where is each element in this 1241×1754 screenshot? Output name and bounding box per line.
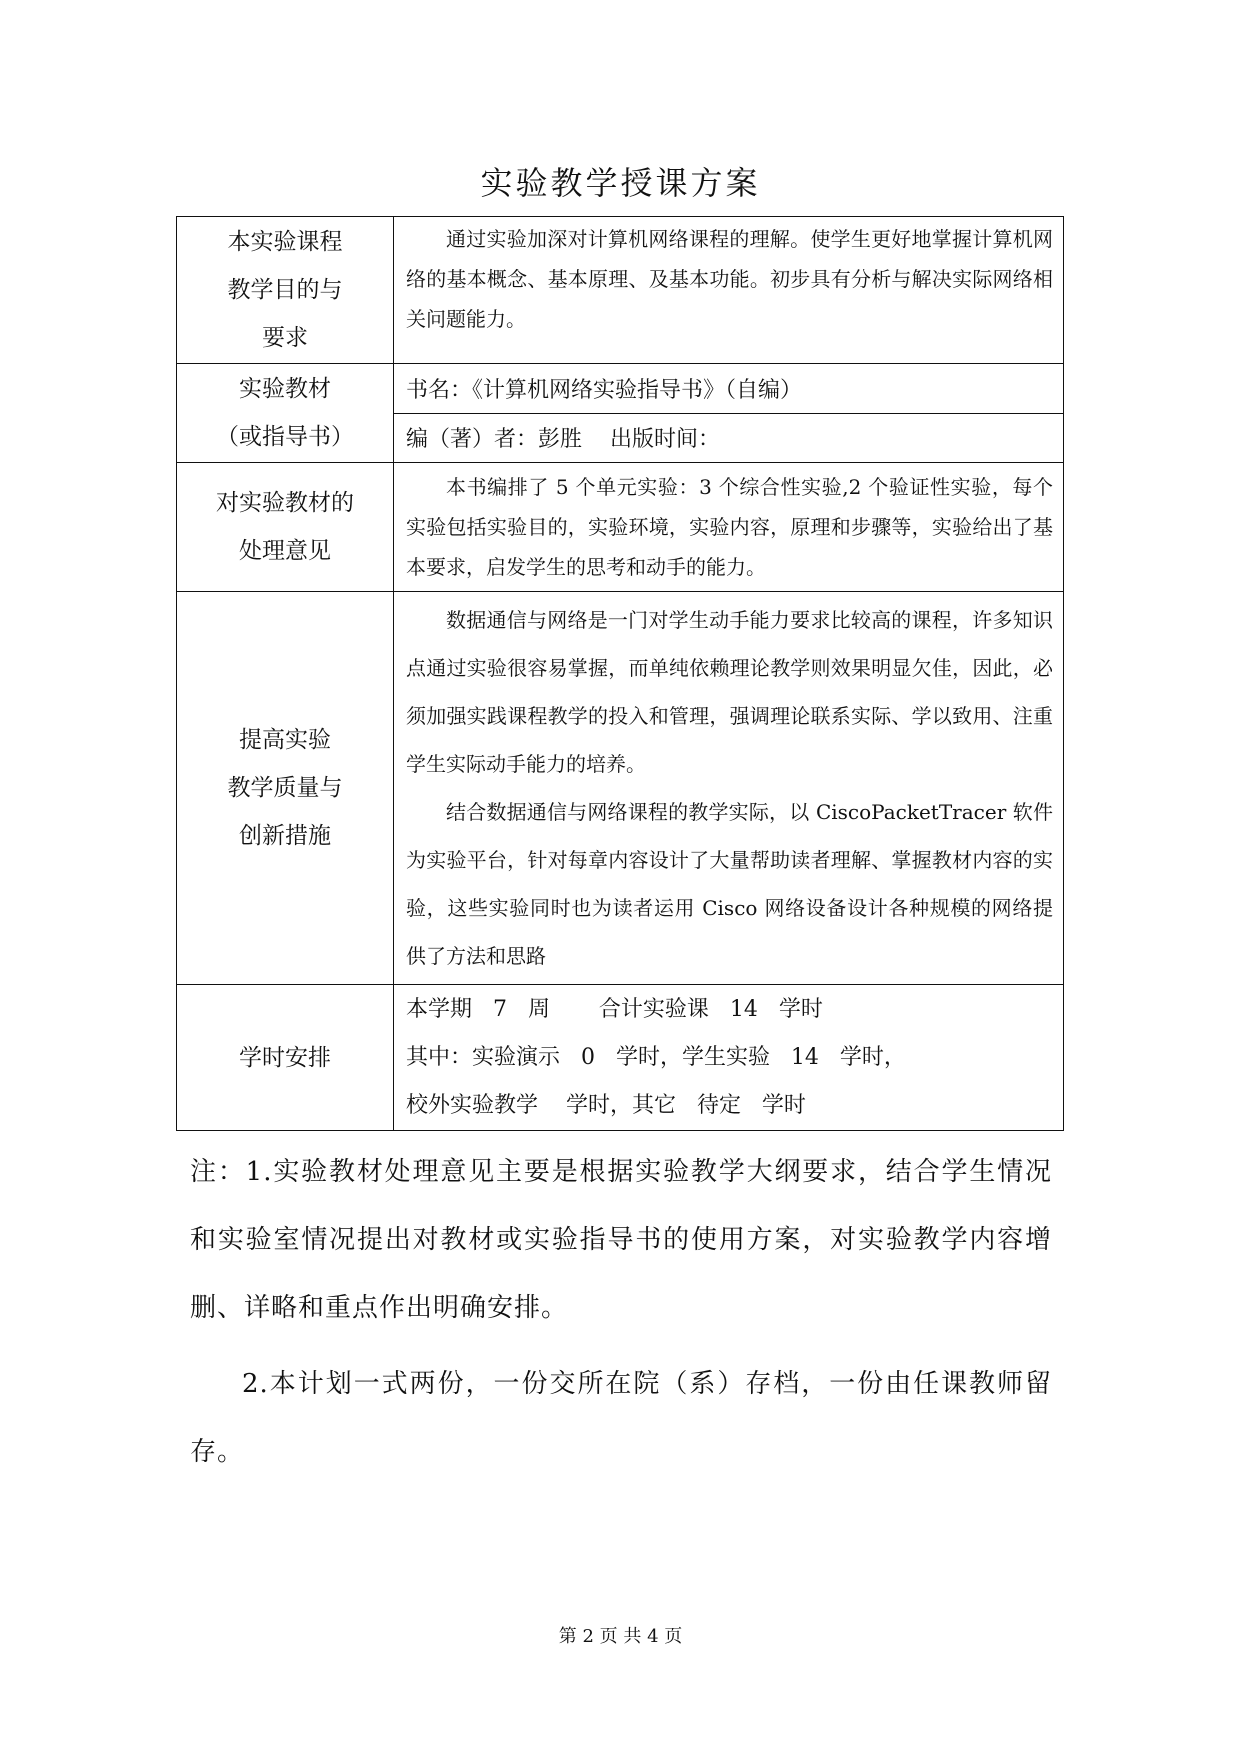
page-title: 实验教学授课方案: [480, 164, 761, 202]
handling-label: 对实验教材的 处理意见: [177, 463, 394, 592]
textbook-book-name: 书名：《计算机网络实验指导书》（自编）: [394, 364, 1064, 414]
objective-text: 通过实验加深对计算机网络课程的理解。使学生更好地掌握计算机网络的基本概念、基本原理、及基本功能。初步具有分析与解决实际网络相关问题能力。: [406, 227, 1053, 331]
measures-row: [177, 592, 1064, 985]
handling-row: [177, 463, 1064, 592]
page-footer: 第 2 页 共 4 页: [558, 1626, 683, 1647]
handling-content: [394, 463, 1064, 592]
hours-line-3: 校外实验教学 学时，其它 待定 学时: [406, 1092, 806, 1118]
note-1: 注：1.实验教材处理意见主要是根据实验教学大纲要求，结合学生情况和实验室情况提出对教材或实验指导书的使用方案，对实验教学内容增删、详略和重点作出明确安排。: [190, 1157, 1052, 1323]
hours-row: [177, 985, 1064, 1131]
notes-section: [190, 1138, 1052, 1486]
measures-content: [394, 592, 1064, 985]
objective-row: [177, 217, 1064, 364]
hours-content: [394, 985, 1064, 1131]
measures-paragraph-2: 结合数据通信与网络课程的教学实际，以 CiscoPacketTracer 软件为实验平台，针对每章内容设计了大量帮助读者理解、掌握教材内容的实验，这些实验同时也为读者运用 Cisco 网络设备设计各种规模的网络提供了方法和思路: [406, 800, 1053, 968]
note-2: 2.本计划一式两份，一份交所在院（系）存档，一份由任课教师留存。: [190, 1369, 1052, 1467]
objective-label: 本实验课程 教学目的与 要求: [177, 217, 394, 364]
textbook-label: 实验教材 （或指导书）: [177, 364, 394, 463]
hours-line-2: 其中：实验演示 0 学时，学生实验 14 学时，: [406, 1044, 906, 1070]
textbook-row-1: [177, 364, 1064, 414]
handling-text: 本书编排了 5 个单元实验：3 个综合性实验,2 个验证性实验，每个实验包括实验目的，实验环境，实验内容，原理和步骤等，实验给出了基本要求，启发学生的思考和动手的能力。: [406, 475, 1053, 579]
textbook-author: 编（著）者：彭胜 出版时间：: [394, 413, 1064, 463]
hours-label: 学时安排: [177, 985, 394, 1131]
measures-label: 提高实验 教学质量与 创新措施: [177, 592, 394, 985]
objective-content: [394, 217, 1064, 364]
measures-paragraph-1: 数据通信与网络是一门对学生动手能力要求比较高的课程，许多知识点通过实验很容易掌握，而单纯依赖理论教学则效果明显欠佳，因此，必须加强实践课程教学的投入和管理，强调理论联系实际、学以致用、注重学生实际动手能力的培养。: [406, 608, 1053, 776]
hours-line-1: 本学期 7 周 合计实验课 14 学时: [406, 996, 823, 1022]
teaching-plan-table: [176, 216, 1064, 1131]
